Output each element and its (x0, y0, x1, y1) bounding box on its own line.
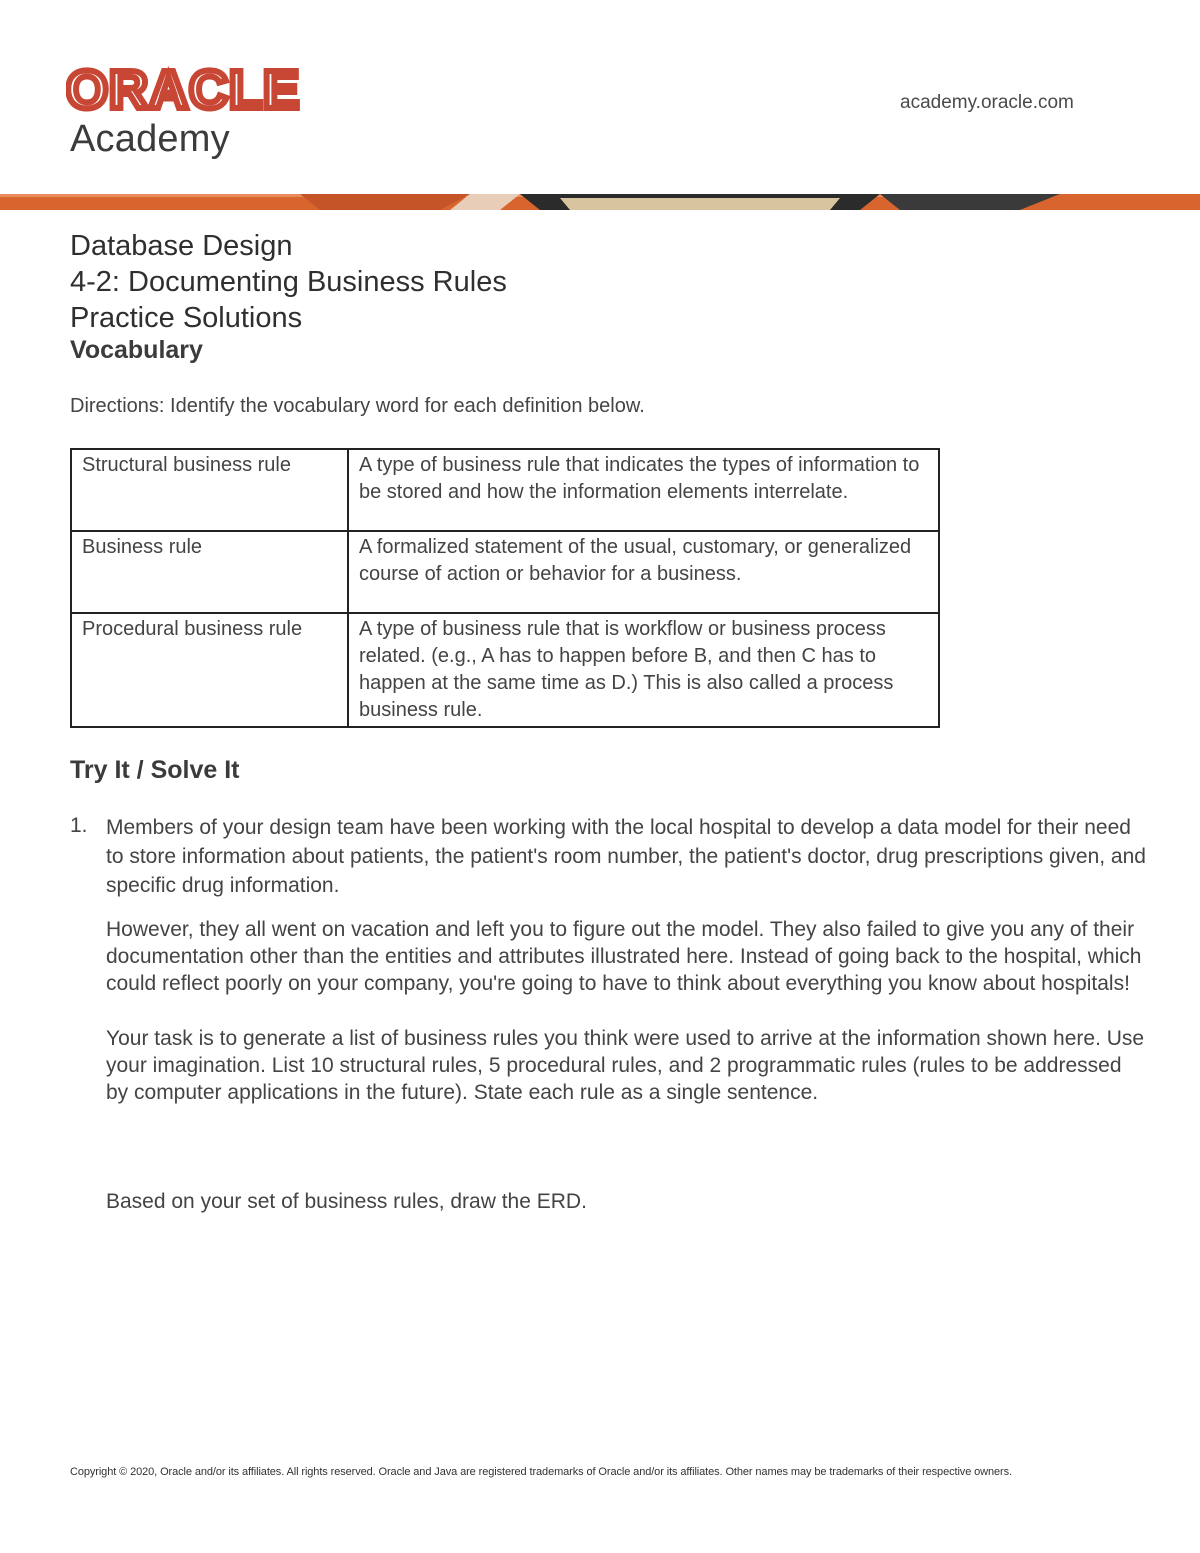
directions-text: Directions: Identify the vocabulary word for each definition below. (70, 395, 645, 417)
table-row (71, 531, 939, 613)
try-it-heading: Try It / Solve It (70, 756, 240, 784)
question-paragraph-3: Your task is to generate a list of business rules you think were used to arrive at the information shown here. Use your imagination. List 10 structural rules, 5 procedural rules, and 2 programmatic rules (rules to be addressed by computer applications in the future). State each rule as a single sentence. (106, 1027, 1145, 1104)
question-paragraph-4: Based on your set of business rules, draw the ERD. (106, 1190, 587, 1213)
site-url-link[interactable]: academy.oracle.com (900, 92, 1074, 113)
table-row (71, 613, 939, 727)
question-paragraph-1: Members of your design team have been working with the local hospital to develop a data model for their need to store information about patients, the patient's room number, the patient's doctor, drug prescriptions given, and specific drug information. (106, 816, 1146, 897)
lesson-title: 4-2: Documenting Business Rules (70, 266, 507, 298)
oracle-logo-text: ORACLE (66, 62, 300, 114)
document-title (70, 228, 507, 336)
course-title: Database Design (70, 230, 293, 262)
vocabulary-heading: Vocabulary (70, 336, 203, 364)
table-row (71, 449, 939, 531)
question-number: 1. (70, 814, 88, 837)
vocab-definition: A formalized statement of the usual, customary, or generalized course of action or behavior for a business. (348, 531, 939, 613)
vocab-definition: A type of business rule that is workflow or business process related. (e.g., A has to happen before B, and then C has to happen at the same time as D.) This is also called a process business rule. (348, 613, 939, 727)
copyright-footer: Copyright © 2020, Oracle and/or its affiliates. All rights reserved. Oracle and Java are registered trademarks of Oracle and/or its affiliates. Other names may be trademarks of their respective owners. (70, 1466, 1012, 1478)
decorative-banner (0, 190, 1200, 214)
vocab-term: Procedural business rule (71, 613, 348, 727)
vocab-term: Structural business rule (71, 449, 348, 531)
vocabulary-table (70, 448, 940, 728)
vocab-definition: A type of business rule that indicates the types of information to be stored and how the information elements interrelate. (348, 449, 939, 531)
oracle-logo (66, 62, 350, 114)
academy-logo-text: Academy (70, 118, 230, 160)
vocab-term: Business rule (71, 531, 348, 613)
question-paragraph-2: However, they all went on vacation and left you to figure out the model. They also failed to give you any of their documentation other than the entities and attributes illustrated here. Instead of going back to the hospital, which could reflect poorly on your company, you're going to have to think about everything you know about hospitals! (106, 918, 1142, 995)
practice-title: Practice Solutions (70, 302, 303, 334)
